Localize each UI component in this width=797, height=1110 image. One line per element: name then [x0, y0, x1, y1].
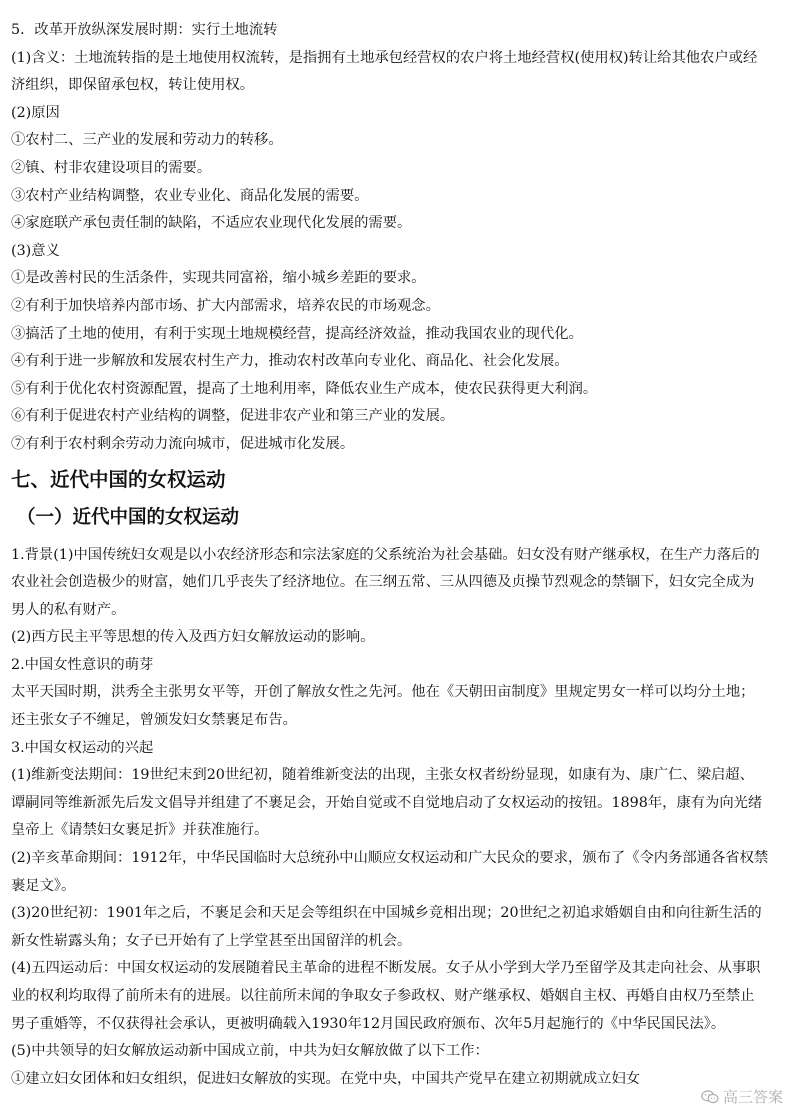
text-line: ②镇、村非农建设项目的需要。: [11, 159, 212, 176]
text-line: ①建立妇女团体和妇女组织，促进妇女解放的实现。在党中央，中国共产党早在建立初期就成立妇女: [11, 1070, 641, 1087]
text-line: 3.中国女权运动的兴起: [11, 739, 154, 756]
text-line: (2)西方民主平等思想的传入及西方妇女解放运动的影响。: [11, 629, 375, 646]
text-line: (3)意义: [11, 242, 60, 259]
text-line: ⑥有利于促进农村产业结构的调整，促进非农产业和第三产业的发展。: [11, 408, 455, 425]
text-line: ④有利于进一步解放和发展农村生产力，推动农村改革向专业化、商品化、社会化发展。: [11, 353, 569, 370]
text-line: 男人的私有财产。: [11, 601, 126, 618]
text-line: (2)辛亥革命期间：1912年，中华民国临时大总统孙中山顺应女权运动和广大民众的要求，颁布了《令内务部通各省权禁: [11, 850, 769, 867]
text-line: 谭嗣同等维新派先后发文倡导并组建了不裹足会，开始自觉或不自觉地启动了女权运动的按钮。1898年，康有为向光绪: [11, 794, 763, 811]
text-line: 太平天国时期，洪秀全主张男女平等，开创了解放女性之先河。他在《天朝田亩制度》里规定男女一样可以均分土地；: [11, 684, 755, 701]
text-line: (2)原因: [11, 104, 60, 121]
text-line: ①农村二、三产业的发展和劳动力的转移。: [11, 132, 283, 149]
text-line: 2.中国女性意识的萌芽: [11, 656, 154, 673]
text-line: 业的权利均取得了前所未有的进展。以往前所未闻的争取女子参政权、财产继承权、婚姻自主权、再婚自由权乃至禁止: [11, 988, 755, 1004]
document-page: [11, 17, 785, 1093]
text-line: ④家庭联产承包责任制的缺陷，不适应农业现代化发展的需要。: [11, 215, 412, 232]
text-line: 济组织，即保留承包权，转让使用权。: [11, 77, 255, 94]
text-line: ②有利于加快培养内部市场、扩大内部需求，培养农民的市场观念。: [11, 297, 440, 314]
text-line: 新女性崭露头角；女子已开始有了上学堂甚至出国留洋的机会。: [11, 932, 412, 949]
text-line: ①是改善村民的生活条件，实现共同富裕，缩小城乡差距的要求。: [11, 270, 426, 287]
text-line: 5．改革开放纵深发展时期：实行土地流转: [11, 22, 278, 38]
text-line: 1.背景(1)中国传统妇女观是以小农经济形态和宗法家庭的父系统治为社会基础。妇女没有财产继承权，在生产力落后的: [11, 546, 760, 563]
watermark: [701, 1086, 783, 1107]
text-line: ⑤有利于优化农村资源配置，提高了土地利用率，降低农业生产成本，使农民获得更大利润。: [11, 380, 598, 397]
text-line: (1)维新变法期间：19世纪末到20世纪初，随着维新变法的出现，主张女权者纷纷显现，如康有为、康广仁、梁启超、: [11, 767, 754, 784]
text-line: 男子重婚等，不仅获得社会承认，更被明确载入1930年12月国民政府颁布、次年5月起施行的《中华民国民法》。: [11, 1015, 726, 1032]
text-line: ③农村产业结构调整，农业专业化、商品化发展的需要。: [11, 187, 369, 204]
subsection-heading: （一）近代中国的女权运动: [17, 506, 240, 528]
text-line: 裹足文》。: [11, 877, 76, 894]
text-line: ⑦有利于农村剩余劳动力流向城市，促进城市化发展。: [11, 435, 355, 452]
text-line: ③搞活了土地的使用，有利于实现土地规模经营，提高经济效益，推动我国农业的现代化。: [11, 325, 583, 342]
text-line: (3)20世纪初：1901年之后，不裹足会和天足会等组织在中国城乡竞相出现；20世纪之初追求婚姻自由和向往新生活的: [11, 905, 762, 922]
wechat-icon: [701, 1090, 719, 1104]
text-line: 农业社会创造极少的财富，她们几乎丧失了经济地位。在三纲五常、三从四德及贞操节烈观念的禁锢下，妇女完全成为: [11, 574, 755, 591]
text-line: (1)含义：土地流转指的是土地使用权流转，是指拥有土地承包经营权的农户将土地经营权(使用权)转让给其他农户或经: [11, 49, 758, 66]
text-line: 皇帝上《请禁妇女裹足折》并获准施行。: [11, 822, 269, 839]
text-line: (5)中共领导的妇女解放运动新中国成立前，中共为妇女解放做了以下工作：: [11, 1043, 489, 1060]
watermark-text: 高三答案: [722, 1088, 783, 1106]
section-heading: 七、近代中国的女权运动: [11, 467, 226, 491]
text-line: (4)五四运动后：中国女权运动的发展随着民主革命的进程不断发展。女子从小学到大学乃至留学及其走向社会、从事职: [11, 960, 761, 977]
text-line: 还主张女子不缠足，曾颁发妇女禁裹足布告。: [11, 712, 297, 729]
